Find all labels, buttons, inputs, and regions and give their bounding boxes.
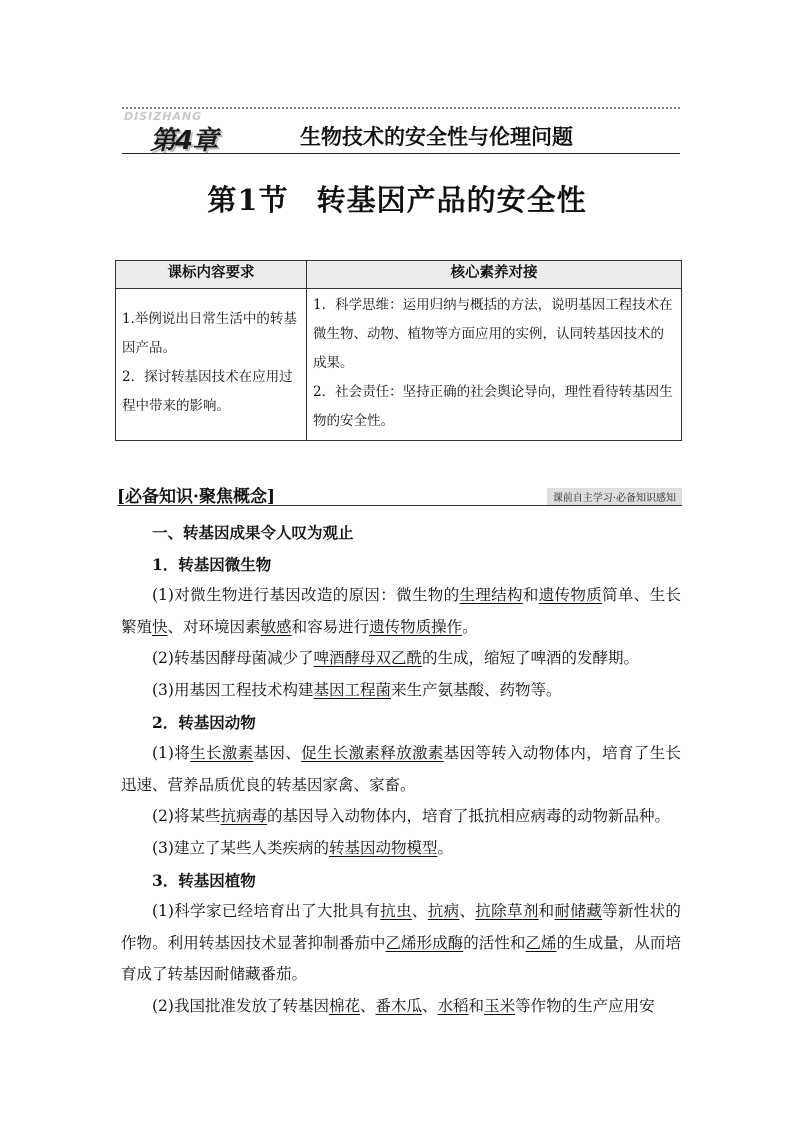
paragraph xyxy=(121,896,681,991)
text-run: 和 xyxy=(522,586,539,605)
text-run: 。 xyxy=(462,617,478,636)
text-run: 的生成，缩短了啤酒的发酵期。 xyxy=(421,649,639,668)
section-title xyxy=(0,178,794,219)
underlined-term: 抗虫 xyxy=(380,902,412,921)
underlined-term: 抗病毒 xyxy=(220,807,267,826)
underlined-term: 番木瓜 xyxy=(375,996,423,1015)
text-run: (3)建立了某些人类疾病的 xyxy=(152,838,329,857)
underlined-term: 基因工程菌 xyxy=(313,680,391,699)
underlined-term: 抗病 xyxy=(427,902,460,921)
underlined-term: 啤酒酵母双乙酰 xyxy=(313,649,422,668)
chapter-pinyin-label: DISIZHANG xyxy=(124,110,203,123)
text-run: 基因、 xyxy=(253,744,302,763)
paragraph xyxy=(121,580,681,643)
curriculum-item: 2．探讨转基因技术在应用过程中带来的影响。 xyxy=(122,369,293,414)
knowledge-banner-tag: 课前自主学习·必备知识感知 xyxy=(547,488,682,505)
heading-level2: 2．转基因动物 xyxy=(152,712,256,732)
underlined-term: 抗除草剂 xyxy=(475,902,539,921)
chapter-dotted-rule xyxy=(122,107,680,109)
underlined-term: 耐储藏 xyxy=(554,902,603,921)
text-run: (2)转基因酵母菌减少了 xyxy=(152,649,314,668)
heading-level1: 一、转基因成果令人叹为观止 xyxy=(152,523,354,542)
chapter-rule xyxy=(122,153,680,154)
table-header-curriculum: 课标内容要求 xyxy=(116,261,307,289)
text-run: (2)将某些 xyxy=(152,807,221,826)
underlined-term: 生理结构 xyxy=(459,586,523,605)
underlined-term: 乙烯形成酶 xyxy=(385,933,464,952)
table-header-competency: 核心素养对接 xyxy=(307,261,682,289)
competency-cell xyxy=(307,289,682,441)
text-run: 来生产氨基酸、药物等。 xyxy=(390,680,562,699)
heading-level2: 3．转基因植物 xyxy=(152,870,256,890)
competency-item: 2．社会责任：坚持正确的社会舆论导向，理性看待转基因生物的安全性。 xyxy=(313,384,673,429)
table-header-row xyxy=(116,261,682,289)
banner-rule xyxy=(117,505,682,506)
table-row xyxy=(116,289,682,441)
text-run: 的活性和 xyxy=(463,933,526,952)
text-run: 和容易进行 xyxy=(291,617,370,636)
text-run: 等作物的生产应用安 xyxy=(515,996,655,1015)
competency-item: 1．科学思维：运用归纳与概括的方法，说明基因工程技术在微生物、动物、植物等方面应用的实例，认同转基因技术的成果。 xyxy=(313,297,673,371)
knowledge-banner-title: [必备知识·聚焦概念] xyxy=(117,487,276,507)
text-run: (1)科学家已经培育出了大批具有 xyxy=(152,902,381,921)
underlined-term: 玉米 xyxy=(484,996,516,1015)
paragraph xyxy=(121,643,681,675)
underlined-term: 遗传物质 xyxy=(538,586,603,605)
text-run: 。 xyxy=(437,838,453,857)
text-run: (1)将 xyxy=(152,744,191,763)
text-run: (2)我国批准发放了转基因 xyxy=(152,996,329,1015)
text-run: 等新性状的作物。利用转基因技术显著抑制番茄中 xyxy=(121,902,681,952)
paragraph xyxy=(121,675,681,707)
text-run: (1)对微生物进行基因改造的原因：微生物的 xyxy=(152,586,460,605)
underlined-term: 棉花 xyxy=(328,996,360,1015)
text-run: 、 xyxy=(411,902,428,921)
underlined-term: 生长激素 xyxy=(190,744,254,763)
underlined-term: 快 xyxy=(152,617,168,636)
underlined-term: 遗传物质操作 xyxy=(369,617,463,636)
section-name: 转基因产品的安全性 xyxy=(316,183,587,217)
text-run: 和 xyxy=(538,902,555,921)
standards-table xyxy=(115,260,682,441)
paragraph xyxy=(121,738,681,801)
main-content xyxy=(121,517,681,1023)
text-run: 基因等转入动物体内，培育了生长迅速、营养品质优良的转基因家禽、家畜。 xyxy=(121,744,681,794)
paragraph xyxy=(121,801,681,833)
text-run: (3)用基因工程技术构建 xyxy=(152,680,314,699)
section-number: 第1节 xyxy=(207,183,289,217)
underlined-term: 转基因动物模型 xyxy=(328,838,438,857)
text-run: 、 xyxy=(359,996,376,1015)
underlined-term: 乙烯 xyxy=(525,933,557,952)
text-run: 简单、生长繁殖 xyxy=(121,586,681,636)
curriculum-item: 1.举例说出日常生活中的转基因产品。 xyxy=(122,311,297,356)
text-run: 的基因导入动物体内，培育了抵抗相应病毒的动物新品种。 xyxy=(266,807,670,826)
chapter-title: 生物技术的安全性与伦理问题 xyxy=(300,124,573,149)
paragraph xyxy=(121,991,681,1023)
underlined-term: 敏感 xyxy=(260,617,292,636)
paragraph xyxy=(121,833,681,865)
curriculum-requirements-cell xyxy=(116,289,307,441)
text-run: 的生成量，从而培育成了转基因耐储藏番茄。 xyxy=(121,933,681,984)
underlined-term: 促生长激素释放激素 xyxy=(301,744,444,763)
text-run: 、对环境因素 xyxy=(167,617,261,636)
chapter-badge: 第4章 xyxy=(150,126,218,156)
underlined-term: 水稻 xyxy=(437,996,469,1015)
text-run: 、 xyxy=(422,996,438,1015)
text-run: 和 xyxy=(468,996,485,1015)
heading-level2: 1．转基因微生物 xyxy=(152,554,272,574)
text-run: 、 xyxy=(459,902,476,921)
